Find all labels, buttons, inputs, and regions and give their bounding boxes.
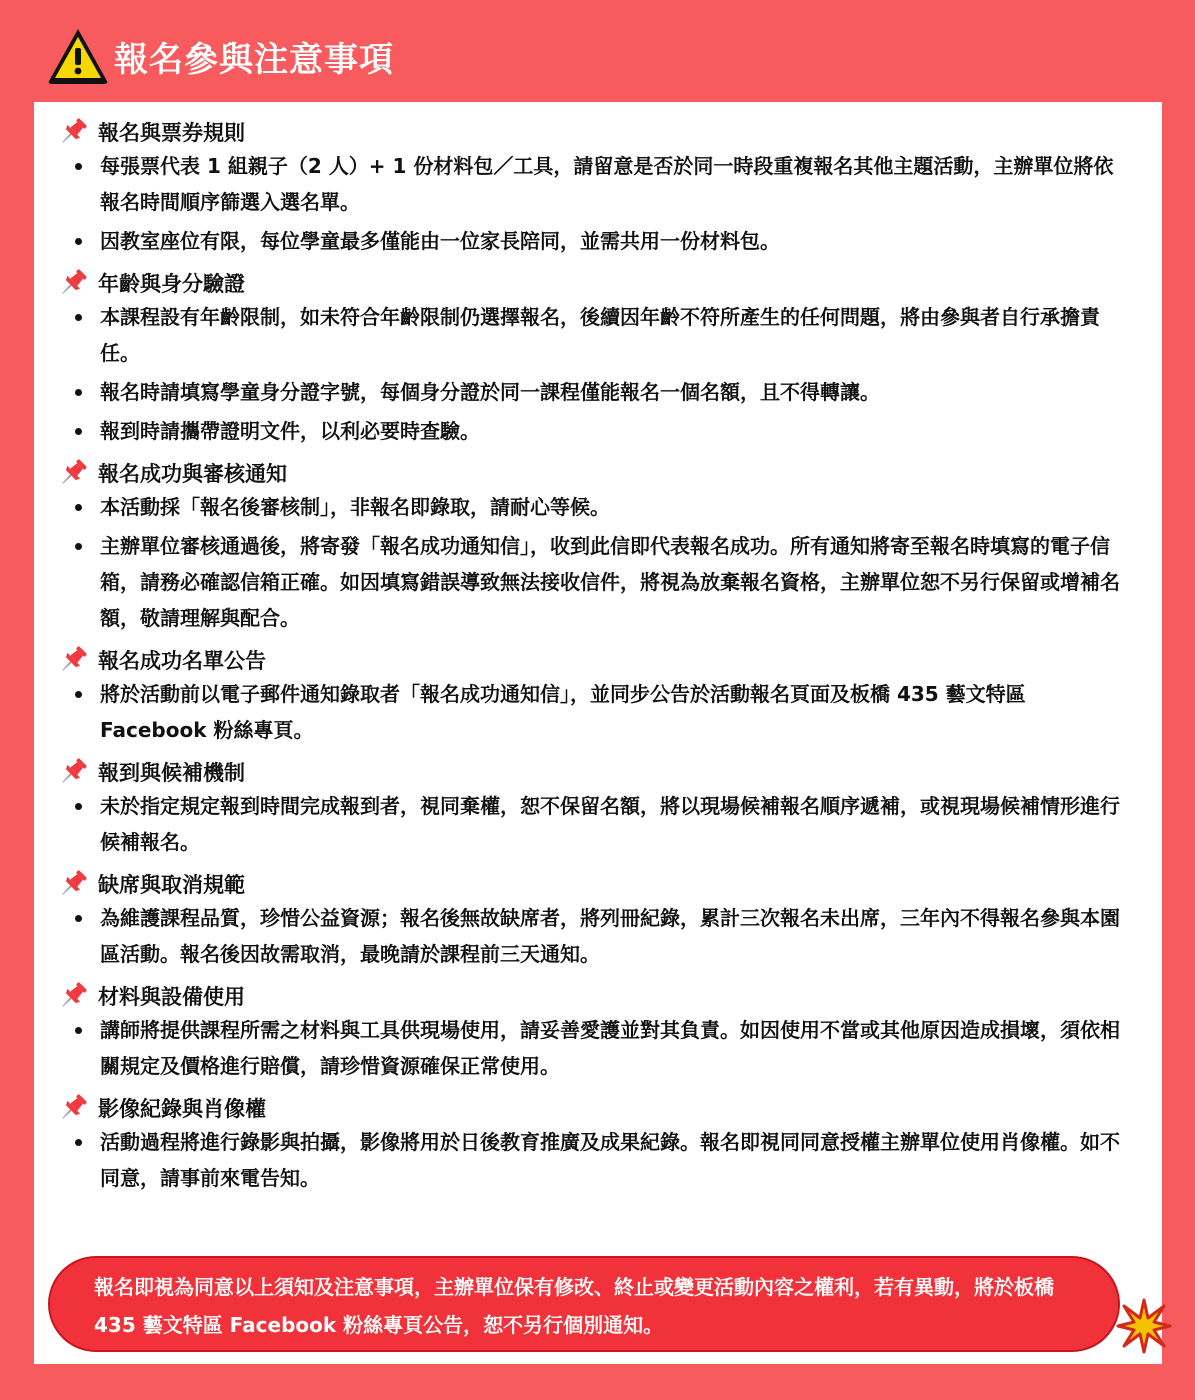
section-header — [34, 1092, 1162, 1124]
section-title: 報名成功名單公告 — [98, 649, 266, 673]
section-5 — [34, 756, 1162, 860]
list-item: 主辦單位審核通過後，將寄發「報名成功通知信」，收到此信即代表報名成功。所有通知將寄至報名時填寫的電子信箱，請務必確認信箱正確。如因填寫錯誤導致無法接收信件，將視為放棄報名資格，主辦單位恕不另行保留或增補名額，敬請理解與配合。 — [34, 528, 1162, 636]
list-item: 未於指定規定報到時間完成報到者，視同棄權，恕不保留名額，將以現場候補報名順序遞補，或視現場候補情形進行候補報名。 — [34, 788, 1162, 860]
content-panel — [34, 102, 1162, 1364]
section-items — [34, 148, 1162, 259]
pushpin-icon — [56, 756, 90, 788]
section-items — [34, 1012, 1162, 1084]
section-title: 缺席與取消規範 — [98, 873, 245, 897]
section-header — [34, 457, 1162, 489]
section-title: 報名成功與審核通知 — [98, 462, 287, 486]
section-6 — [34, 868, 1162, 972]
section-title: 年齡與身分驗證 — [98, 272, 245, 296]
list-item: 報到時請攜帶證明文件，以利必要時查驗。 — [34, 413, 1162, 449]
section-items — [34, 299, 1162, 449]
section-items — [34, 788, 1162, 860]
pushpin-icon — [56, 457, 90, 489]
section-title: 報到與候補機制 — [98, 761, 245, 785]
list-item: 將於活動前以電子郵件通知錄取者「報名成功通知信」，並同步公告於活動報名頁面及板橋 435 藝文特區 Facebook 粉絲專頁。 — [34, 676, 1162, 748]
sparkle-star-icon — [1116, 1298, 1172, 1354]
page-title: 報名參與注意事項 — [114, 39, 394, 80]
page-header — [46, 24, 394, 88]
pushpin-icon — [56, 980, 90, 1012]
section-title: 影像紀錄與肖像權 — [98, 1097, 266, 1121]
list-item: 活動過程將進行錄影與拍攝，影像將用於日後教育推廣及成果紀錄。報名即視同同意授權主辦單位使用肖像權。如不同意，請事前來電告知。 — [34, 1124, 1162, 1196]
sections-list — [34, 116, 1162, 1204]
pushpin-icon — [56, 644, 90, 676]
warning-icon — [46, 26, 110, 86]
section-items — [34, 900, 1162, 972]
pushpin-icon — [56, 1092, 90, 1124]
section-title: 報名與票券規則 — [98, 121, 245, 145]
section-1 — [34, 116, 1162, 259]
list-item: 本活動採「報名後審核制」，非報名即錄取，請耐心等候。 — [34, 489, 1162, 525]
section-header — [34, 756, 1162, 788]
list-item: 因教室座位有限，每位學童最多僅能由一位家長陪同，並需共用一份材料包。 — [34, 223, 1162, 259]
section-3 — [34, 457, 1162, 636]
section-header — [34, 267, 1162, 299]
section-7 — [34, 980, 1162, 1084]
notice-text: 報名即視為同意以上須知及注意事項，主辦單位保有修改、終止或變更活動內容之權利，若有異動，將於板橋 435 藝文特區 Facebook 粉絲專頁公告，恕不另行個別通知。 — [94, 1275, 1054, 1337]
list-item: 報名時請填寫學童身分證字號，每個身分證於同一課程僅能報名一個名額，且不得轉讓。 — [34, 374, 1162, 410]
section-items — [34, 676, 1162, 748]
section-items — [34, 489, 1162, 636]
list-item: 講師將提供課程所需之材料與工具供現場使用，請妥善愛護並對其負責。如因使用不當或其他原因造成損壞，須依相關規定及價格進行賠償，請珍惜資源確保正常使用。 — [34, 1012, 1162, 1084]
section-header — [34, 116, 1162, 148]
section-items — [34, 1124, 1162, 1196]
notice-banner — [48, 1256, 1120, 1352]
section-header — [34, 644, 1162, 676]
list-item: 每張票代表 1 組親子（2 人）+ 1 份材料包／工具，請留意是否於同一時段重複報名其他主題活動，主辦單位將依報名時間順序篩選入選名單。 — [34, 148, 1162, 220]
pushpin-icon — [56, 868, 90, 900]
section-header — [34, 980, 1162, 1012]
pushpin-icon — [56, 267, 90, 299]
section-8 — [34, 1092, 1162, 1196]
section-4 — [34, 644, 1162, 748]
list-item: 本課程設有年齡限制，如未符合年齡限制仍選擇報名，後續因年齡不符所產生的任何問題，將由參與者自行承擔責任。 — [34, 299, 1162, 371]
section-header — [34, 868, 1162, 900]
section-title: 材料與設備使用 — [98, 985, 245, 1009]
list-item: 為維護課程品質，珍惜公益資源；報名後無故缺席者，將列冊紀錄，累計三次報名未出席，三年內不得報名參與本園區活動。報名後因故需取消，最晚請於課程前三天通知。 — [34, 900, 1162, 972]
section-2 — [34, 267, 1162, 449]
pushpin-icon — [56, 116, 90, 148]
